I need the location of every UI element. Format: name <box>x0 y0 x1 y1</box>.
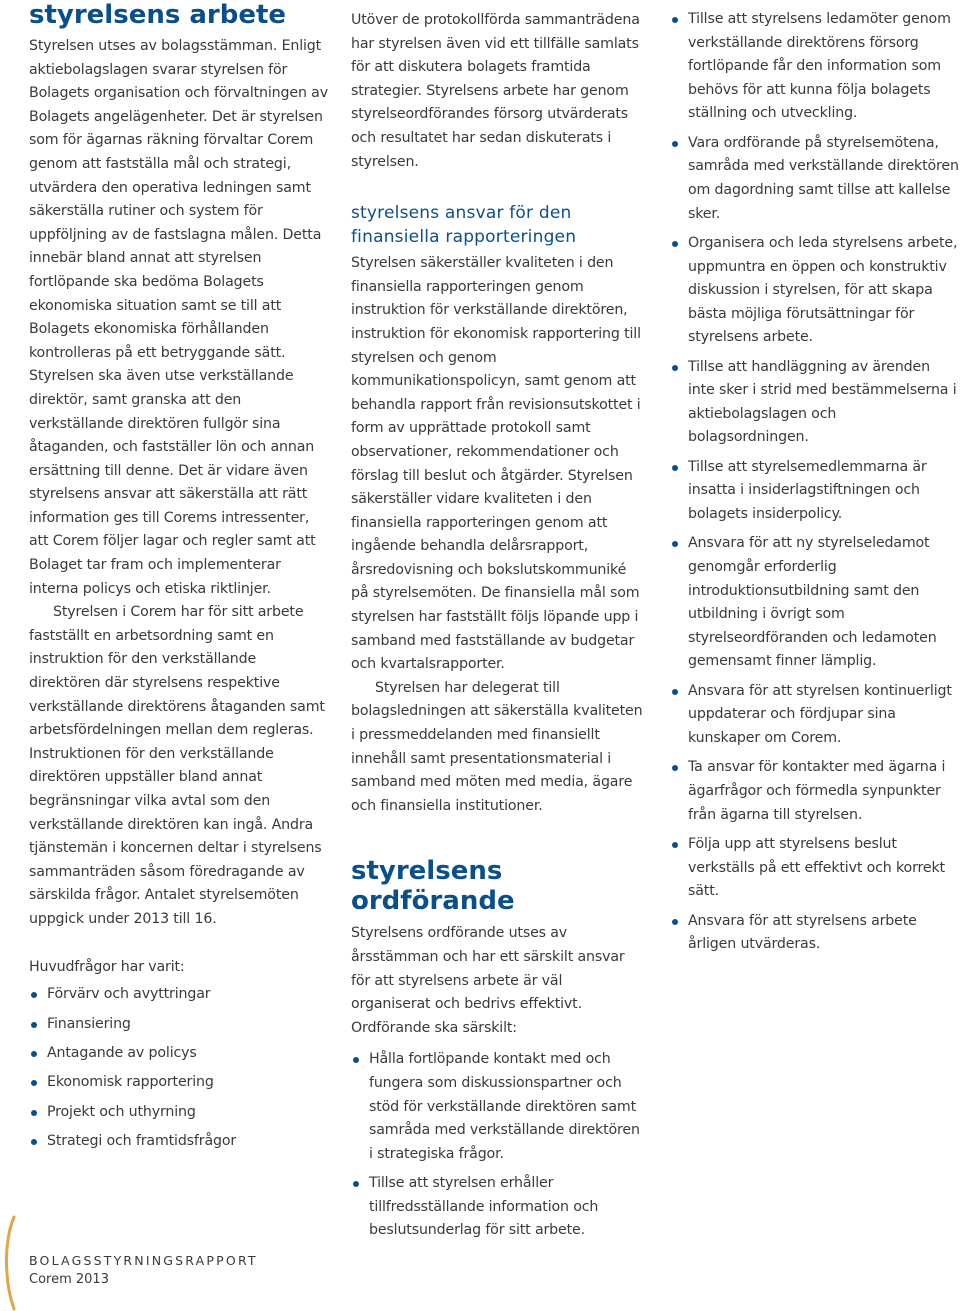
footer-report-label: BOLAGSSTYRNINGSRAPPORT <box>29 1253 258 1268</box>
paragraph-board-duties: Styrelsen utses av bolagsstämman. Enligt aktiebolagslagen svarar styrelsen för Bolagets organisation och förvaltningen av Bolagets angelägenheter. Det är styrelsen som för ägarnas räkning förvaltar Corem genom att fastställa mål och strategi, utvärdera den operativa ledningen samt säkerställa rutiner och system för uppföljning av de fastslagna målen. Detta innebär bland annat att styrelsen fortlöpande ska bedöma Bolagets ekonomiska situation samt se till att Bolagets ekonomiska förhållanden kontrolleras på ett betryggande sätt. Styrelsen ska även utse verkställande direktör, samt granska att den verkställande direktören fullgör sina åtaganden, och fastställer lön och annan ersättning till denne. Det är vidare även styrelsens ansvar att säkerställa att rätt information ges till Corems intressenter, att Corem följer lagar och regler samt att Bolaget tar fram och implementerar interna policys och etiska riktlinjer. <box>29 38 328 597</box>
list-item: Antagande av policys <box>29 1042 329 1066</box>
page-footer <box>29 1252 258 1290</box>
corem-logo-arc-icon <box>0 1215 28 1311</box>
list-item: Tillse att handläggning av ärenden inte sker i strid med bestämmelserna i aktiebolagslagen och bolagsordningen. <box>670 356 960 450</box>
list-intro: Huvudfrågor har varit: <box>29 958 185 975</box>
main-issues-list <box>29 983 329 1154</box>
list-item: Organisera och leda styrelsens arbete, uppmuntra en öppen och konstruktiv diskussion i styrelsen, för att skapa bästa möjliga förutsättningar för styrelsens arbete. <box>670 232 960 350</box>
list-item: Hålla fortlöpande kontakt med och fungera som diskussionspartner och stöd för verkställande direktören samt samråda med verkställande direktören i strategiska frågor. <box>351 1048 646 1166</box>
list-item: Ansvara för att styrelsens arbete årligen utvärderas. <box>670 910 960 957</box>
column-right <box>670 0 960 963</box>
list-item: Ansvara för att ny styrelseledamot genomgår erforderlig introduktionsutbildning samt den utbildning i övrigt som styrelseordföranden och ledamoten gemensamt finner lämplig. <box>670 532 960 674</box>
column-left <box>29 0 329 1160</box>
column-middle <box>351 0 646 1249</box>
list-item: Förvärv och avyttringar <box>29 983 329 1007</box>
list-item: Strategi och framtidsfrågor <box>29 1130 329 1154</box>
section-title-ordforande: styrelsens ordförande <box>351 856 515 917</box>
list-item: Projekt och uthyrning <box>29 1101 329 1125</box>
paragraph-work-order: Styrelsen i Corem har för sitt arbete fastställt en arbetsordning samt en instruktion för den verkställande direktören där styrelsens respektive verkställande direktörens åtaganden samt arbetsfördelningen mellan dem regleras. Instruktionen för den verkställande direktören uppställer bland annat begränsningar vilka avtal som den verkställande direktören kan ingå. Andra tjänstemän i koncernen deltar i styrelsens sammanträden såsom föredragande av särskilda frågor. Antalet styrelsemöten uppgick under 2013 till 16. <box>29 604 325 927</box>
list-item: Ansvara för att styrelsen kontinuerligt uppdaterar och fördjupar sina kunskaper om Corem. <box>670 680 960 751</box>
list-item: Ekonomisk rapportering <box>29 1071 329 1095</box>
paragraph-financial-reporting: Styrelsen säkerställer kvaliteten i den finansiella rapporteringen genom instruktion för verkställande direktören, instruktion för ekonomisk rapportering till styrelsen och genom kommunikationspolicyn, samt genom att behandla rapport från revisionsutskottet i form av upprättade protokoll samt observationer, rekommendationer och förslag till beslut och åtgärder. Styrelsen säkerställer vidare kvaliteten i den finansiella rapporteringen genom att ingående behandla delårsrapport, årsredovisning och bokslutskommuniké på styrelsemöten. De finansiella mål som styrelsen har fastställt följs löpande upp i samband med fastställande av budgetar och kvartalsrapporter. <box>351 255 641 673</box>
chairman-duties-list <box>351 1048 646 1243</box>
list-item: Följa upp att styrelsens beslut verkställs på ett effektivt och korrekt sätt. <box>670 833 960 904</box>
heading-financial-reporting: styrelsens ansvar för den finansiella rapporteringen <box>351 203 577 248</box>
chairman-duties-list-continued <box>670 8 960 957</box>
paragraph-delegation: Styrelsen har delegerat till bolagsledningen att säkerställa kvaliteten i pressmeddelanden med finansiellt innehåll samt presentationsmaterial i samband med möten med media, ägare och finansiella institutioner. <box>351 679 643 814</box>
list-item: Finansiering <box>29 1013 329 1037</box>
footer-company-year: Corem 2013 <box>29 1272 109 1287</box>
paragraph-chairman-intro: Styrelsens ordförande utses av årsstämman och har ett särskilt ansvar för att styrelsens arbete är väl organiserat och bedrivs effektivt. Ordförande ska särskilt: <box>351 925 625 1036</box>
list-item: Tillse att styrelsen erhåller tillfredsställande information och beslutsunderlag för sitt arbete. <box>351 1172 646 1243</box>
list-item: Ta ansvar för kontakter med ägarna i ägarfrågor och förmedla synpunkter från ägarna till styrelsen. <box>670 756 960 827</box>
paragraph-strategy-meeting: Utöver de protokollförda sammanträdena har styrelsen även vid ett tillfälle samlats för att diskutera bolagets framtida strategier. Styrelsens arbete har genom styrelseordförandes försorg utvärderats och resultatet har sedan diskuterats i styrelsen. <box>351 12 640 170</box>
list-item: Vara ordförande på styrelsemötena, samråda med verkställande direktören om dagordning samt tillse att kallelse sker. <box>670 132 960 226</box>
list-item: Tillse att styrelsemedlemmarna är insatta i insiderlagstiftningen och bolagets insiderpolicy. <box>670 456 960 527</box>
list-item: Tillse att styrelsens ledamöter genom verkställande direktörens försorg fortlöpande får den information som behövs för att kunna följa bolagets ställning och utveckling. <box>670 8 960 126</box>
section-title-styrelsens-arbete: styrelsens arbete <box>29 0 287 30</box>
